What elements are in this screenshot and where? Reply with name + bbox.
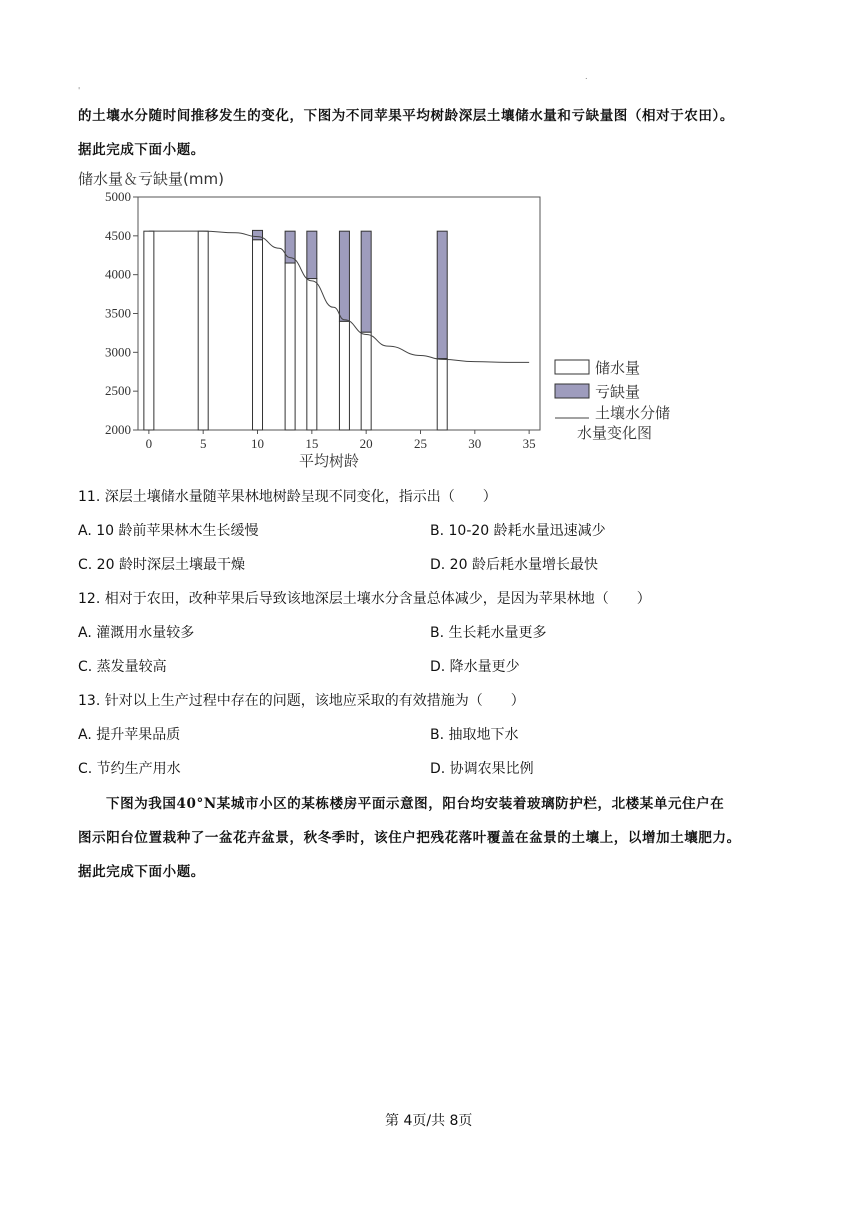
y-tick-label: 3500 bbox=[105, 305, 131, 321]
intro-line-2: 据此完成下面小题。 bbox=[78, 142, 205, 158]
storage-bar bbox=[253, 240, 263, 430]
storage-bar bbox=[361, 332, 371, 430]
question-11-option-c: C. 20 龄时深层土壤最干燥 bbox=[78, 557, 245, 573]
legend-curve-label: 土壤水分储 bbox=[595, 404, 671, 422]
legend-storage-swatch bbox=[555, 360, 589, 374]
deficit-bar bbox=[307, 231, 317, 278]
x-tick-label: 0 bbox=[145, 436, 153, 451]
storage-bar bbox=[198, 231, 208, 430]
question-12-option-b: B. 生长耗水量更多 bbox=[430, 625, 547, 641]
page-footer: 第 4页/共 8页 bbox=[385, 1113, 473, 1129]
x-tick-label: 5 bbox=[199, 436, 207, 451]
storage-bar bbox=[144, 231, 154, 430]
y-tick-label: 3000 bbox=[105, 344, 131, 360]
question-13-option-c: C. 节约生产用水 bbox=[78, 761, 181, 777]
question-13-stem: 13. 针对以上生产过程中存在的问题，该地应采取的有效措施为（ ） bbox=[78, 693, 525, 709]
storage-bar bbox=[285, 263, 295, 430]
question-13-option-b: B. 抽取地下水 bbox=[430, 727, 519, 743]
question-12-option-a: A. 灌溉用水量较多 bbox=[78, 625, 195, 641]
deficit-bar bbox=[437, 231, 447, 358]
question-11-option-a: A. 10 龄前苹果林木生长缓慢 bbox=[78, 523, 259, 539]
storage-bar bbox=[437, 359, 447, 430]
storage-bar bbox=[339, 321, 349, 430]
x-tick-label: 25 bbox=[413, 436, 427, 451]
next-intro-line-2: 图示阳台位置栽种了一盆花卉盆景，秋冬季时，该住户把残花落叶覆盖在盆景的土壤上，以增加土壤肥力。 bbox=[78, 830, 741, 846]
y-tick-label: 4000 bbox=[105, 266, 131, 282]
question-13-option-a: A. 提升苹果品质 bbox=[78, 727, 181, 743]
question-11-option-b: B. 10-20 龄耗水量迅速减少 bbox=[430, 523, 606, 539]
question-12-option-c: C. 蒸发量较高 bbox=[78, 659, 167, 675]
legend-storage-label: 储水量 bbox=[595, 359, 641, 377]
y-tick-label: 2000 bbox=[105, 422, 131, 437]
legend-curve-label-2: 水量变化图 bbox=[577, 424, 653, 442]
x-tick-label: 15 bbox=[305, 436, 319, 451]
x-axis-title: 平均树龄 bbox=[298, 452, 360, 470]
y-tick-label: 4500 bbox=[105, 227, 131, 243]
x-tick-label: 35 bbox=[522, 436, 536, 451]
x-tick-label: 20 bbox=[359, 436, 373, 451]
question-11-stem: 11. 深层土壤储水量随苹果林地树龄呈现不同变化，指示出（ ） bbox=[78, 489, 497, 505]
y-tick-label: 5000 bbox=[105, 189, 131, 204]
deficit-bar bbox=[361, 231, 371, 332]
legend-deficit-swatch bbox=[555, 384, 589, 398]
question-13-option-d: D. 协调农果比例 bbox=[430, 761, 534, 777]
next-intro-line-1: 下图为我国40°N某城市小区的某栋楼房平面示意图，阳台均安装着玻璃防护栏，北楼某单元住户在 bbox=[106, 796, 725, 812]
legend-deficit-label: 亏缺量 bbox=[595, 383, 641, 401]
storage-bar bbox=[307, 279, 317, 430]
deficit-bar bbox=[253, 230, 263, 239]
scan-mark: ' bbox=[78, 86, 81, 95]
question-11-option-d: D. 20 龄后耗水量增长最快 bbox=[430, 557, 598, 573]
deficit-bar bbox=[339, 231, 349, 321]
question-12-stem: 12. 相对于农田，改种苹果后导致该地深层土壤水分含量总体减少，是因为苹果林地（ ） bbox=[78, 591, 651, 607]
intro-line-1: 的土壤水分随时间推移发生的变化，下图为不同苹果平均树龄深层土壤储水量和亏缺量图（相对于农田）。 bbox=[78, 108, 734, 124]
x-tick-label: 10 bbox=[251, 436, 265, 451]
next-intro-line-3: 据此完成下面小题。 bbox=[78, 864, 205, 880]
chart-title: 储水量＆亏缺量(mm) bbox=[78, 170, 224, 188]
storage-deficit-chart bbox=[70, 162, 710, 472]
scan-mark: . bbox=[585, 72, 588, 81]
question-12-option-d: D. 降水量更少 bbox=[430, 659, 520, 675]
x-tick-label: 30 bbox=[468, 436, 482, 451]
y-tick-label: 2500 bbox=[105, 383, 131, 399]
